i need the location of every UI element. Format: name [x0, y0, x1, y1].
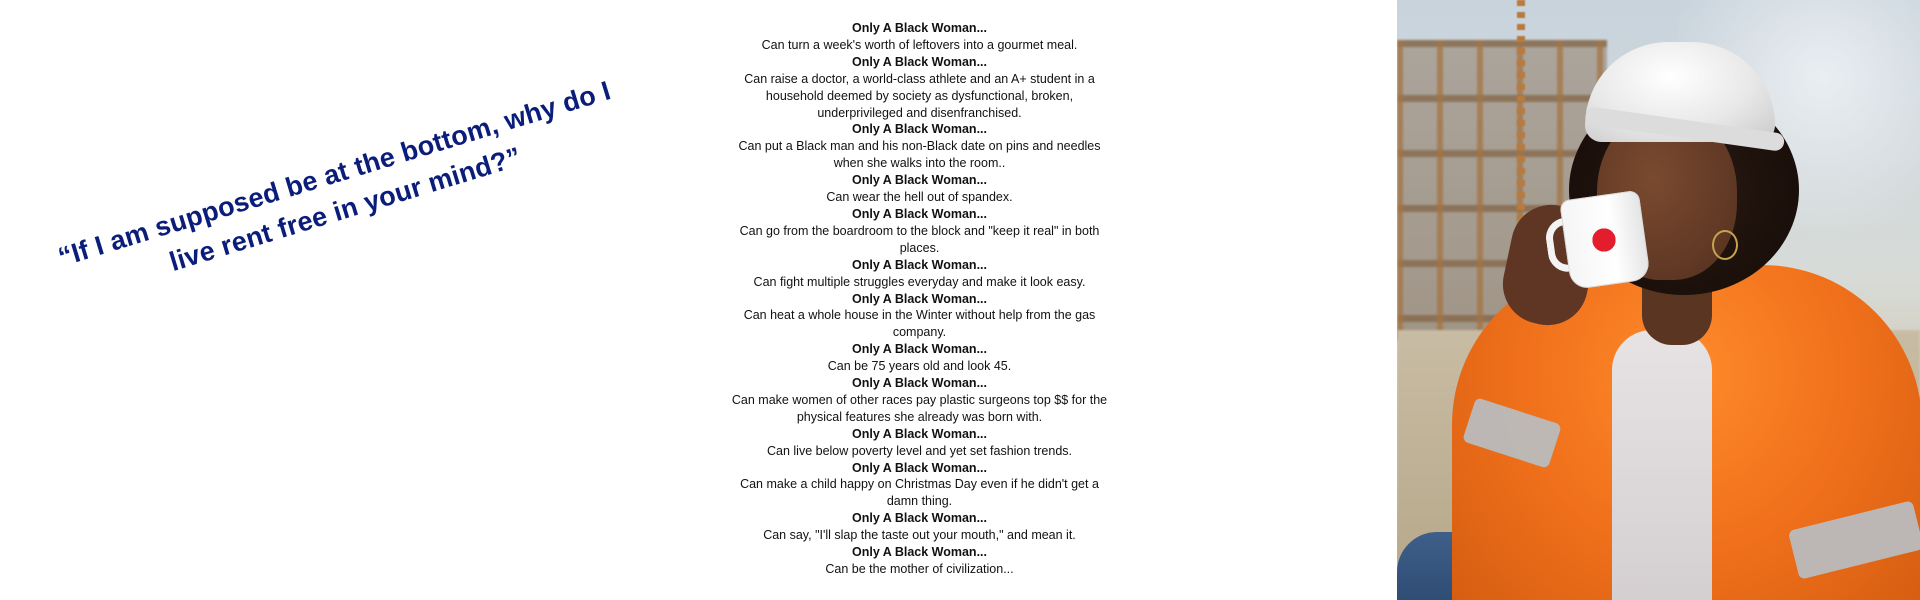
list-item: [728, 291, 1111, 342]
entry-title: Only A Black Woman...: [852, 173, 987, 188]
list-item: [728, 54, 1111, 122]
entry-title: Only A Black Woman...: [852, 460, 987, 475]
list-item: [728, 544, 1111, 578]
list-item: [728, 257, 1111, 291]
entry-description: Can make women of other races pay plastic surgeons top $$ for the physical features she already was born with.: [731, 392, 1108, 424]
list-item: [728, 206, 1111, 257]
quote-container: [40, 60, 640, 320]
list-item: [728, 375, 1111, 426]
entry-title: Only A Black Woman...: [852, 376, 987, 391]
list-item: [728, 426, 1111, 460]
list-item: [728, 172, 1111, 206]
crane-tower: [1517, 0, 1525, 220]
entry-title: Only A Black Woman...: [852, 426, 987, 441]
entry-title: Only A Black Woman...: [852, 257, 987, 272]
entry-description: Can turn a week's worth of leftovers into a gourmet meal.: [761, 37, 1078, 52]
mug-graphic: [1587, 223, 1621, 257]
entry-description: Can say, "I'll slap the taste out your mouth," and mean it.: [763, 528, 1076, 543]
list-item: [728, 121, 1111, 172]
entry-title: Only A Black Woman...: [852, 342, 987, 357]
rotated-quote: “If I am supposed be at the bottom, why do I live rent free in your mind?”: [54, 75, 615, 278]
white-shirt: [1612, 330, 1712, 600]
entry-description: Can fight multiple struggles everyday and make it look easy.: [753, 274, 1086, 289]
entry-title: Only A Black Woman...: [852, 511, 987, 526]
entry-title: Only A Black Woman...: [852, 21, 987, 35]
entry-description: Can wear the hell out of spandex.: [826, 190, 1013, 205]
entry-title: Only A Black Woman...: [852, 545, 987, 560]
entry-title: Only A Black Woman...: [852, 291, 987, 306]
entry-description: Can live below poverty level and yet set fashion trends.: [766, 443, 1073, 458]
list-item: [728, 460, 1111, 511]
list-item: [728, 20, 1111, 54]
entry-description: Can go from the boardroom to the block and "keep it real" in both places.: [739, 223, 1100, 255]
entry-title: Only A Black Woman...: [852, 206, 987, 221]
entry-description: Can put a Black man and his non-Black date on pins and needles when she walks into the room..: [738, 139, 1101, 171]
hoop-earring: [1712, 230, 1738, 260]
entry-description: Can raise a doctor, a world-class athlete and an A+ student in a household deemed by society as dysfunctional, broken, underprivileged and disenfranchised.: [744, 71, 1095, 120]
entry-description: Can be the mother of civilization...: [825, 562, 1014, 576]
entry-description: Can heat a whole house in the Winter without help from the gas company.: [743, 308, 1096, 340]
entry-title: Only A Black Woman...: [852, 122, 987, 137]
list-item: [728, 510, 1111, 544]
entry-title: Only A Black Woman...: [852, 54, 987, 69]
entry-description: Can make a child happy on Christmas Day even if he didn't get a damn thing.: [740, 477, 1099, 509]
list-item: [728, 341, 1111, 375]
construction-photo: [1397, 0, 1920, 600]
entry-description: Can be 75 years old and look 45.: [827, 359, 1012, 374]
only-a-black-woman-list: [728, 20, 1111, 578]
